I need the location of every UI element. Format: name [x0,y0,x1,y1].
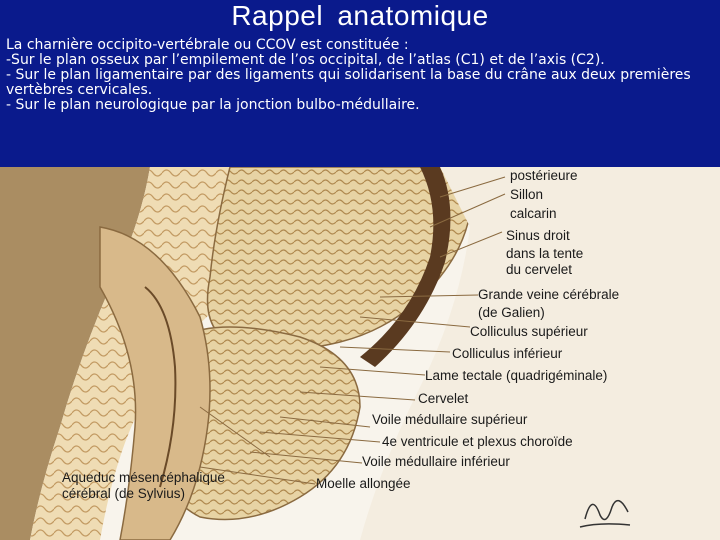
label-de-galien: (de Galien) [478,305,545,320]
label-lame-tectale: Lame tectale (quadrigéminale) [425,368,608,383]
label-grande-veine: Grande veine cérébrale [478,287,620,302]
header-panel [0,0,720,167]
label-aqueduc: Aqueduc mésencéphalique [62,470,225,485]
label-4e-ventricule: 4e ventricule et plexus choroïde [382,434,573,449]
slide-title: Rappel anatomique [231,0,489,31]
bullet-neurologique: - Sur le plan neurologique par la jonction bulbo-médullaire. [6,97,420,113]
label-colliculus-inf: Colliculus inférieur [452,346,563,361]
intro-line: La charnière occipito-vertébrale ou CCOV est constituée : [6,37,409,53]
label-calcarin: calcarin [510,206,557,221]
label-cervelet: Cervelet [418,391,469,406]
bullet-ligamentaire: - Sur le plan ligamentaire par des ligaments qui solidarisent la base du crâne aux deux premières vertèbres cervicales. [6,67,691,98]
label-du-cervelet: du cervelet [506,262,573,277]
label-voile-inf: Voile médullaire inférieur [362,454,510,469]
bullet-osseux: -Sur le plan osseux par l’empilement de l’os occipital, de l’atlas (C1) et de l’axis (C2). [6,52,605,68]
label-posterieure: postérieure [510,168,578,183]
label-sillon: Sillon [510,187,544,202]
label-dans-la-tente: dans la tente [506,246,584,261]
label-sylvius: cérébral (de Sylvius) [62,486,186,501]
label-sinus-droit: Sinus droit [506,228,570,243]
label-moelle-allongee: Moelle allongée [316,476,411,491]
anatomy-illustration [0,167,720,540]
intro-text [6,38,712,113]
label-colliculus-sup: Colliculus supérieur [470,324,588,339]
label-voile-sup: Voile médullaire supérieur [372,412,528,427]
